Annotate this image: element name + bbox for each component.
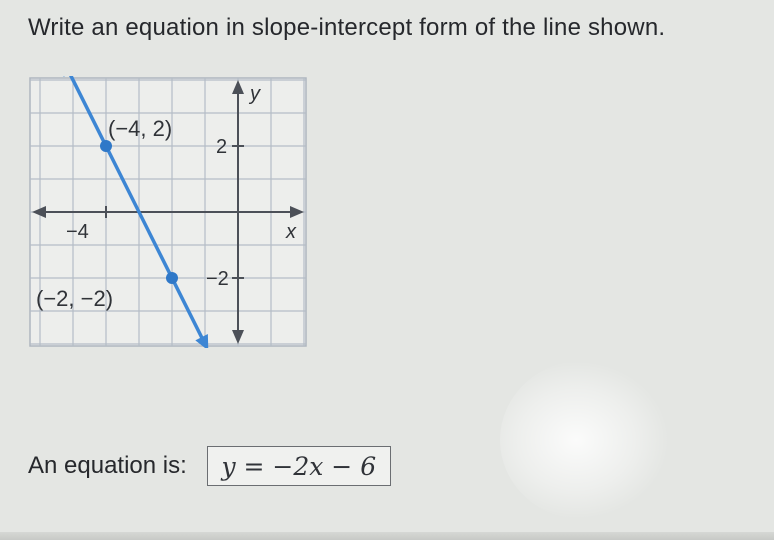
- tick-label-neg2: −2: [206, 268, 229, 290]
- point-label-a: (−4, 2): [108, 116, 173, 141]
- graph-svg: [28, 76, 308, 348]
- y-axis-label: y: [250, 83, 260, 105]
- answer-label: An equation is:: [28, 452, 187, 479]
- coordinate-graph: [28, 76, 308, 348]
- bottom-strip: [0, 532, 774, 540]
- screen-glare: [500, 360, 670, 520]
- data-point: [100, 140, 112, 152]
- point-label-b: (−2, −2): [36, 286, 114, 311]
- x-axis-label: x: [286, 221, 296, 243]
- data-point: [166, 272, 178, 284]
- tick-label-2: 2: [216, 136, 228, 158]
- answer-row: [28, 446, 391, 486]
- tick-label-neg4: −4: [66, 221, 89, 243]
- answer-field[interactable]: y = −2x − 6: [207, 446, 391, 486]
- question-text: Write an equation in slope-intercept form of the line shown.: [28, 14, 666, 41]
